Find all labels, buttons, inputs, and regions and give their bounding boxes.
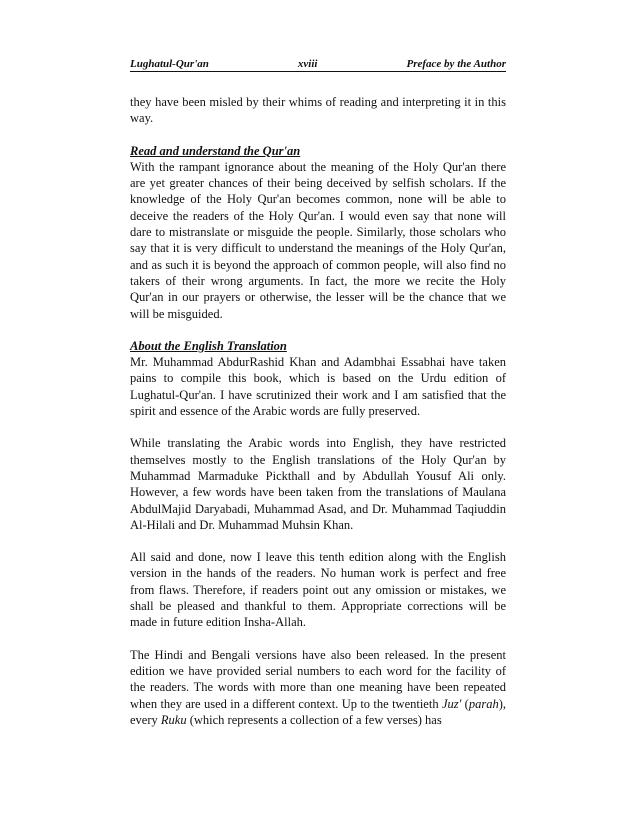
section-paragraph-english-translation: Mr. Muhammad AbdurRashid Khan and Adambhai Essabhai have taken pains to compile this book, which is based on the Urdu edition of Lughatul-Qur'an. I have scrutinized their work and I am satisfied that the spirit and essence of the Arabic words are fully preserved. — [130, 355, 506, 419]
section-english-translation — [130, 338, 506, 419]
section-heading-read-understand: Read and understand the Qur'an — [130, 143, 301, 158]
section-paragraph-read-understand: With the rampant ignorance about the meaning of the Holy Qur'an there are yet greater chances of their being deceived by selfish scholars. If the knowledge of the Holy Qur'an becomes common, none will be able to deceive the readers of the Holy Qur'an. I would even say that none will dare to mistranslate or misguide the people. Similarly, those scholars who say that it is very difficult to understand the meanings of the Holy Qur'an, and as such it is beyond the approach of common people, will also find no takers of their wrong arguments. In fact, the more we recite the Holy Qur'an in our prayers or otherwise, the lesser will be the chance that we will be misguided. — [130, 159, 506, 321]
running-header — [130, 58, 506, 72]
header-page-number: xviii — [297, 58, 318, 70]
header-book-title: Lughatul-Qur'an — [130, 58, 209, 70]
document-page — [130, 58, 506, 744]
section-read-understand — [130, 143, 506, 322]
text-fragment: (which represents a collection of a few verses) has — [186, 712, 442, 727]
text-fragment: ), every — [130, 696, 506, 727]
term-ruku: Ruku — [160, 712, 187, 727]
section-heading-english-translation: About the English Translation — [130, 338, 287, 353]
paragraph-tenth-edition: All said and done, now I leave this tenth edition along with the English version in the hands of the readers. No human work is perfect and free from flaws. Therefore, if readers point out any omission or mistakes, we shall be pleased and thankful to them. Appropriate corrections will be made in future edition Insha-Allah. — [130, 550, 506, 630]
paragraph-hindi-bengali — [130, 647, 506, 728]
paragraph-translation-sources: While translating the Arabic words into English, they have restricted themselves mostly to the English translations of the Holy Qur'an by Muhammad Marmaduke Pickthall and by Abdullah Yousuf Ali only. However, a few words have been taken from the translations of Maulana AbdulMajid Daryabadi, Muhammad Asad, and Dr. Muhammad Taqiuddin Al-Hilali and Dr. Muhammad Muhsin Khan. — [130, 436, 506, 532]
header-section-title: Preface by the Author — [406, 58, 506, 70]
text-fragment: ( — [461, 696, 469, 711]
term-juz: Juz' — [441, 696, 462, 711]
term-parah: parah — [468, 696, 499, 711]
text-fragment: The Hindi and Bengali versions have also been released. In the present edition we have provided serial numbers to each word for the facility of the readers. The words with more than one meaning have been repeated when they are used in a different context. Up to the twentieth — [130, 647, 506, 711]
intro-paragraph: they have been misled by their whims of reading and interpreting it in this way. — [130, 95, 506, 126]
